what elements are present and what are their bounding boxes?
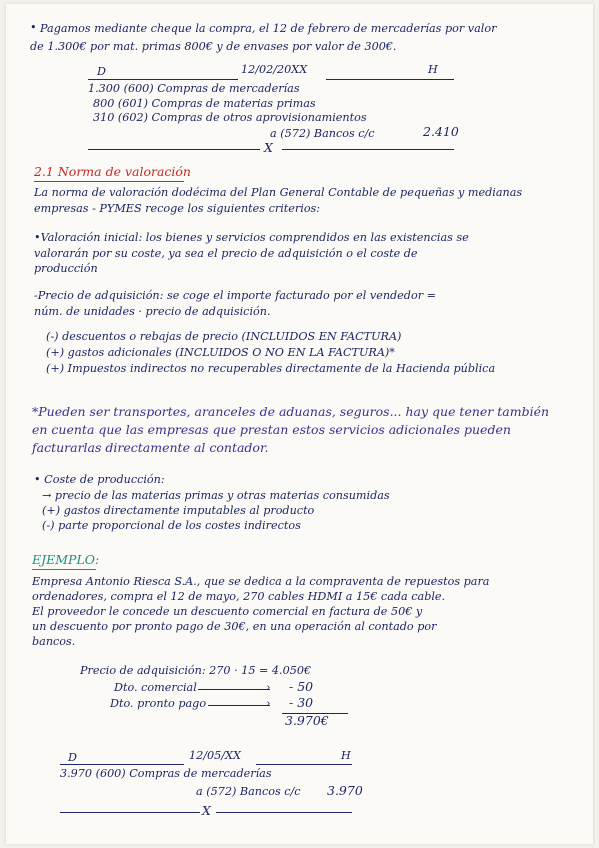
arrow-dto-pronto bbox=[208, 705, 270, 706]
calculo-dto-comercial-label: Dto. comercial bbox=[114, 681, 197, 694]
journal2-credit-label: H bbox=[341, 749, 351, 762]
coste-item-3: (-) parte proporcional de los costes indirectos bbox=[42, 519, 301, 532]
nota-line-2: en cuenta que las empresas que prestan estos servicios adicionales pueden bbox=[32, 422, 511, 437]
section-intro-line-2: empresas - PYMES recoge los siguientes criterios: bbox=[34, 202, 321, 215]
ejemplo-line-1: Empresa Antonio Riesca S.A., que se dedica a la compraventa de repuestos para bbox=[32, 575, 490, 588]
section-title-underline bbox=[34, 181, 184, 182]
journal2-footer-rule-right bbox=[216, 812, 352, 813]
arrow-head-1: › bbox=[266, 681, 271, 694]
journal1-entry-1: 1.300 (600) Compras de mercaderías bbox=[88, 82, 300, 95]
intro-line-1: Pagamos mediante cheque la compra, el 12 de febrero de mercaderías por valor bbox=[40, 22, 497, 35]
journal1-footer-rule-right bbox=[282, 149, 454, 150]
calculo-total: 3.970€ bbox=[285, 713, 329, 728]
arrow-head-2: › bbox=[266, 697, 271, 710]
section-intro-line-1: La norma de valoración dodécima del Plan General Contable de pequeñas y medianas bbox=[34, 186, 523, 199]
journal1-entry-3: 310 (602) Compras de otros aprovisionamientos bbox=[93, 111, 367, 124]
valoracion-line-3: producción bbox=[34, 262, 98, 275]
intro-line-2: de 1.300€ por mat. primas 800€ y de envases por valor de 300€. bbox=[30, 40, 397, 53]
calculo-dto-comercial-value: - 50 bbox=[289, 679, 314, 694]
journal2-credit-entry: a (572) Bancos c/c bbox=[196, 785, 301, 798]
ajuste-descuentos: (-) descuentos o rebajas de precio (INCLUIDOS EN FACTURA) bbox=[46, 330, 402, 343]
ejemplo-title-underline bbox=[32, 569, 96, 570]
nota-line-3: facturarlas directamente al contador. bbox=[32, 440, 269, 455]
journal2-date: 12/05/XX bbox=[189, 749, 241, 762]
ejemplo-title: EJEMPLO: bbox=[32, 552, 100, 567]
arrow-dto-comercial bbox=[198, 689, 270, 690]
journal1-debit-label: D bbox=[97, 65, 106, 78]
ejemplo-line-3: El proveedor le concede un descuento comercial en factura de 50€ y bbox=[32, 605, 423, 618]
precio-line-1: -Precio de adquisición: se coge el importe facturado por el vendedor = bbox=[34, 289, 436, 302]
journal1-header-rule-left bbox=[88, 79, 238, 80]
ejemplo-line-4: un descuento por pronto pago de 30€, en una operación al contado por bbox=[32, 620, 437, 633]
journal1-entry-2: 800 (601) Compras de materias primas bbox=[93, 97, 316, 110]
coste-title: • Coste de producción: bbox=[34, 473, 165, 486]
calculo-dto-pronto-value: - 30 bbox=[289, 695, 314, 710]
journal1-x-mark: X bbox=[264, 140, 273, 155]
calculo-precio: Precio de adquisición: 270 · 15 = 4.050€ bbox=[80, 664, 312, 677]
calculo-dto-pronto-label: Dto. pronto pago bbox=[110, 697, 207, 710]
intro-bullet: • bbox=[30, 21, 37, 34]
journal2-header-rule-left bbox=[60, 764, 184, 765]
journal2-x-mark: X bbox=[202, 803, 211, 818]
journal1-date: 12/02/20XX bbox=[241, 63, 308, 76]
journal1-credit-amount: 2.410 bbox=[423, 124, 459, 139]
nota-line-1: *Pueden ser transportes, aranceles de aduanas, seguros... hay que tener también bbox=[32, 404, 550, 419]
ajuste-impuestos: (+) Impuestos indirectos no recuperables directamente de la Hacienda pública bbox=[46, 362, 496, 375]
journal1-credit-label: H bbox=[428, 63, 438, 76]
precio-line-2: núm. de unidades · precio de adquisición. bbox=[34, 305, 271, 318]
ejemplo-line-2: ordenadores, compra el 12 de mayo, 270 cables HDMI a 15€ cada cable. bbox=[32, 590, 446, 603]
journal2-debit-label: D bbox=[68, 751, 77, 764]
valoracion-line-1: •Valoración inicial: los bienes y servicios comprendidos en las existencias se bbox=[34, 231, 469, 244]
journal2-header-rule-right bbox=[256, 764, 352, 765]
section-title: 2.1 Norma de valoración bbox=[34, 164, 191, 179]
ajuste-gastos: (+) gastos adicionales (INCLUIDOS O NO EN LA FACTURA)* bbox=[46, 346, 395, 359]
journal2-footer-rule-left bbox=[60, 812, 200, 813]
valoracion-line-2: valorarán por su coste, ya sea el precio de adquisición o el coste de bbox=[34, 247, 418, 260]
coste-item-2: (+) gastos directamente imputables al producto bbox=[42, 504, 315, 517]
journal1-footer-rule-left bbox=[88, 149, 260, 150]
journal1-header-rule-right bbox=[326, 79, 454, 80]
coste-item-1: → precio de las materias primas y otras materias consumidas bbox=[42, 489, 390, 502]
journal2-credit-amount: 3.970 bbox=[327, 783, 363, 798]
journal2-entry: 3.970 (600) Compras de mercaderías bbox=[60, 767, 272, 780]
journal1-credit-entry: a (572) Bancos c/c bbox=[270, 127, 375, 140]
ejemplo-line-5: bancos. bbox=[32, 635, 76, 648]
